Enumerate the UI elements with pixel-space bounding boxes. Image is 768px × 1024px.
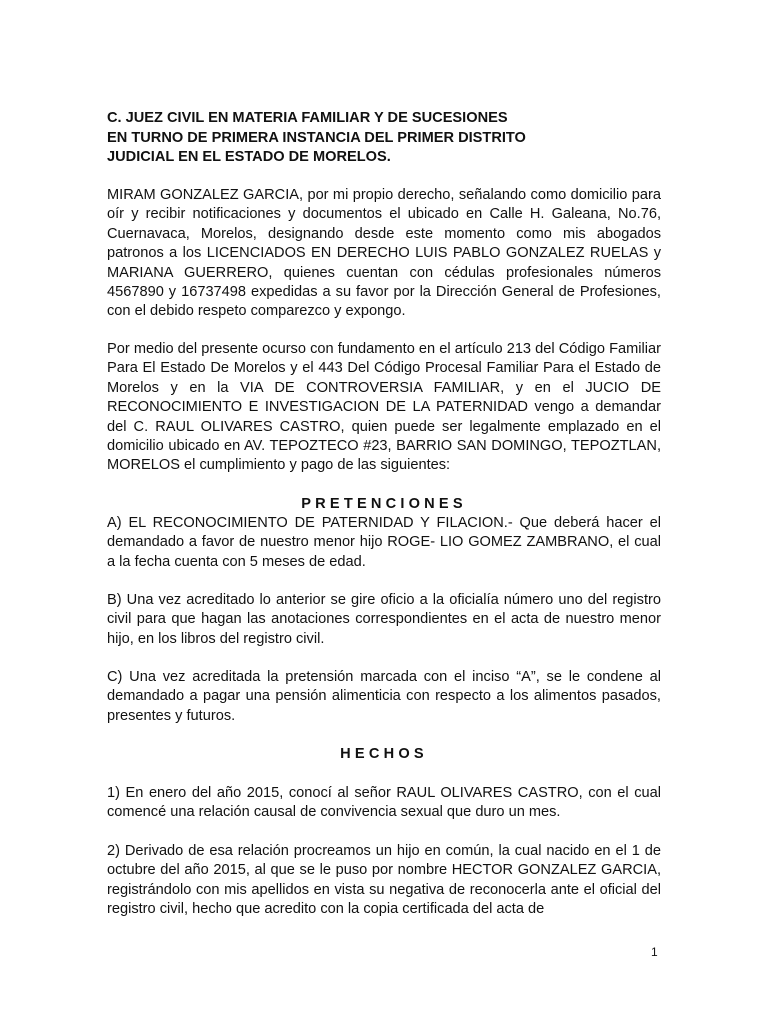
pretension-a-paragraph: A) EL RECONOCIMIENTO DE PATERNIDAD Y FILACION.- Que deberá hacer el demandado a favor de nuestro menor hijo ROGE- LIO GOMEZ ZAMBRANO, el cual a la fecha cuenta con 5 meses de edad. — [107, 515, 661, 570]
hechos-title: HECHOS — [340, 746, 428, 762]
pretension-c-paragraph: C) Una vez acreditada la pretensión marcada con el inciso “A”, se le condene al demandado a pagar una pensión alimenticia con respecto a los alimentos pasados, presentes y futuros. — [107, 669, 661, 724]
pretenciones-title: PRETENCIONES — [301, 496, 467, 512]
page-number: 1 — [651, 945, 658, 959]
heading-line: JUDICIAL EN EL ESTADO DE MORELOS. — [107, 149, 391, 166]
intro-paragraph: MIRAM GONZALEZ GARCIA, por mi propio derecho, señalando como domicilio para oír y recibir notificaciones y documentos el ubicado en Calle H. Galeana, No.76, Cuernavaca, Morelos, designando desde este momento como mis abogados patronos a los LICENCIADOS EN DERECHO LUIS PABLO GONZALEZ RUELAS y MARIANA GUERRERO, quienes cuentan con cédulas profesionales números 4567890 y 16737498 expedidas a su favor por la Dirección General de Profesiones, con el debido respeto comparezco y expongo. — [107, 187, 661, 320]
hecho-1-paragraph: 1) En enero del año 2015, conocí al señor RAUL OLIVARES CASTRO, con el cual comencé una relación causal de convivencia sexual que duro un mes. — [107, 785, 661, 821]
pretension-b-paragraph: B) Una vez acreditado lo anterior se gire oficio a la oficialía número uno del registro civil para que hagan las anotaciones correspondientes en el acta de nuestro menor hijo, en los libros del registro civil. — [107, 592, 661, 647]
court-heading — [107, 109, 661, 168]
fundamento-paragraph: Por medio del presente ocurso con fundamento en el artículo 213 del Código Familiar Para El Estado De Morelos y el 443 Del Código Procesal Familiar Para el Estado de Morelos y en la VIA DE CONTROVERSIA FAMILIAR, y en el JUCIO DE RECONOCIMIENTO E INVESTIGACION DE LA PATERNIDAD vengo a demandar del C. RAUL OLIVARES CASTRO, quien puede ser legalmente emplazado en el domicilio ubicado en AV. TEPOZTECO #23, BARRIO SAN DOMINGO, TEPOZTLAN, MORELOS el cumplimiento y pago de las siguientes: — [107, 341, 661, 474]
heading-line: C. JUEZ CIVIL EN MATERIA FAMILIAR Y DE SUCESIONES — [107, 110, 508, 126]
heading-line: EN TURNO DE PRIMERA INSTANCIA DEL PRIMER DISTRITO — [107, 129, 526, 146]
hecho-2-paragraph: 2) Derivado de esa relación procreamos un hijo en común, la cual nacido en el 1 de octubre del año 2015, al que se le puso por nombre HECTOR GONZALEZ GARCIA, registrándolo con mis apellidos en vista su negativa de reconocerla ante el oficial del registro civil, hecho que acredito con la copia certificada del acta de — [107, 843, 661, 918]
